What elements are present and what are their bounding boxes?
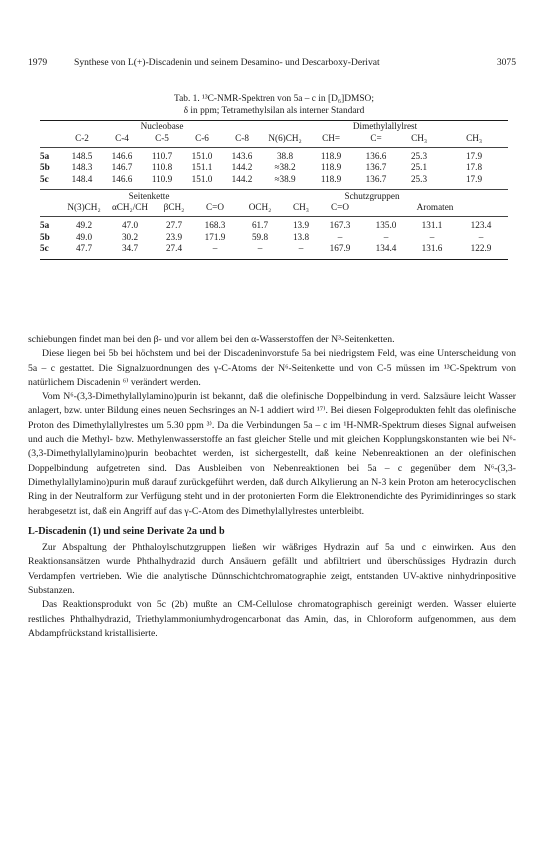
col-header: C-2 — [75, 133, 89, 143]
col-header: CH₃ — [411, 133, 428, 143]
table-cell: 59.8 — [251, 231, 269, 242]
nmr-table-part-1 — [40, 121, 508, 145]
table-caption — [40, 94, 508, 117]
paragraph: Diese liegen bei 5b bei höchstem und bei der Discadeninvorstufe 5a bei niedrigstem Feld, was eine Unterscheidung von 5a – c gestattet. Die Signalzuordnungen des γ-C-Atoms der N⁶-Seitenkette und von C-5 müssen im ¹³C-Spektrum von natürlichem Discadenin ⁶⁾ verändert werden. — [28, 348, 516, 388]
paragraph: Das Reaktionsprodukt von 5c (2b) mußte an CM-Cellulose chromatographisch gereinigt werden. Wasser eluierte restliches Phthalhydrazid, Triethylammoniumhydrogencarbonat das Amin, das, in Chloroform aufgenommen, aus dem Abdampfrückstand kristallisierte. — [28, 599, 516, 639]
table-cell: 49.2 — [75, 219, 93, 230]
table-cell: 144.2 — [231, 162, 253, 173]
table-cell: – — [337, 231, 343, 242]
table-cell: – — [478, 231, 484, 242]
table-cell: 151.0 — [191, 173, 213, 184]
table-row — [40, 174, 508, 186]
table-header-rule — [40, 147, 508, 148]
table-cell: 47.7 — [75, 243, 93, 254]
table-row — [40, 220, 508, 232]
col-header: N(3)CH₂ — [67, 202, 101, 213]
table-cell: 27.4 — [165, 243, 183, 254]
table-cell: 118.9 — [320, 162, 342, 173]
table-cell: 61.7 — [251, 219, 269, 230]
table-cell: 143.6 — [231, 150, 253, 161]
table-cell: – — [383, 231, 389, 242]
col-header: CH= — [322, 133, 341, 143]
table-cell: 134.4 — [375, 243, 397, 254]
col-header: αCH₂/CH — [111, 202, 149, 213]
table-cell: 151.1 — [191, 162, 213, 173]
table-row — [40, 232, 508, 244]
group-header-protecting-groups: Schutzgruppen — [344, 190, 400, 201]
col-header: C=O — [206, 202, 224, 213]
table-cell: 34.7 — [121, 243, 139, 254]
nmr-table-part-2-body — [40, 220, 508, 255]
table-cell: 27.7 — [165, 219, 183, 230]
table-cell: 17.8 — [465, 162, 483, 173]
header-page-number: 3075 — [496, 57, 516, 68]
nmr-table-block — [40, 94, 508, 260]
table-cell: 167.9 — [329, 243, 351, 254]
table-cell: 136.7 — [365, 173, 387, 184]
col-header: CH₃ — [466, 133, 483, 143]
table-caption-line-1: Tab. 1. ¹³C-NMR-Spektren von 5a – c in [D₆]DMSO; — [174, 94, 374, 104]
table-cell: 110.9 — [151, 173, 173, 184]
article-body — [28, 333, 516, 641]
row-label: 5b — [40, 231, 50, 242]
table-cell: 47.0 — [121, 219, 139, 230]
table-cell: 13.8 — [292, 231, 310, 242]
paragraph: schiebungen findet man bei den β- und vor allem bei den α-Wasserstoffen der N³-Seitenketten. — [28, 334, 395, 345]
row-label: 5a — [40, 150, 50, 161]
col-header: N(6)CH₂ — [268, 133, 302, 143]
table-bottom-rule — [40, 259, 508, 260]
table-cell: 168.3 — [204, 219, 226, 230]
col-header: C-5 — [155, 133, 169, 143]
table-cell: 38.8 — [276, 150, 294, 161]
col-header: C=O — [331, 202, 349, 213]
table-caption-line-2: δ in ppm; Tetramethylsilan als interner Standard — [183, 105, 365, 116]
col-header: βCH₂ — [163, 202, 185, 213]
section-heading: L-Discadenin (1) und seine Derivate 2a und b — [28, 525, 225, 537]
nmr-table-part-2 — [40, 190, 508, 214]
table-header-row — [40, 133, 508, 145]
header-running-title: Synthese von L(+)-Discadenin und seinem Desamino- und Descarboxy-Derivat — [74, 57, 380, 68]
col-header: C-4 — [115, 133, 129, 143]
table-cell: 144.2 — [231, 173, 253, 184]
group-header-dimethylallyl: Dimethylallylrest — [352, 121, 418, 132]
table-cell: 148.5 — [71, 150, 93, 161]
table-header-row — [40, 202, 508, 214]
group-header-side-chain: Seitenkette — [128, 190, 170, 201]
col-header: OCH₂ — [248, 202, 272, 213]
group-header-nucleobase: Nucleobase — [140, 121, 184, 132]
table-cell: 30.2 — [121, 231, 139, 242]
table-row — [40, 162, 508, 174]
table-cell: 25.3 — [410, 173, 428, 184]
table-cell: 118.9 — [320, 173, 342, 184]
row-label: 5a — [40, 219, 50, 230]
table-cell: 148.3 — [71, 162, 93, 173]
table-cell: – — [429, 231, 435, 242]
table-cell: – — [298, 243, 304, 254]
table-cell: 136.6 — [365, 150, 387, 161]
table-cell: 135.0 — [375, 219, 397, 230]
table-cell: – — [212, 243, 218, 254]
table-cell: 49.0 — [75, 231, 93, 242]
table-cell: 17.9 — [465, 150, 483, 161]
table-header-rule — [40, 216, 508, 217]
row-label: 5c — [40, 243, 49, 254]
table-cell: 148.4 — [71, 173, 93, 184]
table-cell: 131.1 — [421, 219, 443, 230]
table-cell: 122.9 — [470, 243, 492, 254]
table-cell: ≈38.9 — [274, 173, 296, 184]
table-cell: – — [257, 243, 263, 254]
col-header: C-6 — [195, 133, 209, 143]
table-cell: 136.7 — [365, 162, 387, 173]
col-header: C= — [370, 133, 382, 143]
col-header: Aromaten — [416, 202, 454, 213]
header-year: 1979 — [28, 57, 48, 68]
table-cell: 25.1 — [410, 162, 428, 173]
table-cell: 167.3 — [329, 219, 351, 230]
table-cell: 23.9 — [165, 231, 183, 242]
table-cell: 146.6 — [111, 173, 133, 184]
row-label: 5c — [40, 173, 49, 184]
table-cell: 131.6 — [421, 243, 443, 254]
table-cell: 146.6 — [111, 150, 133, 161]
table-cell: 17.9 — [465, 173, 483, 184]
table-cell: 110.7 — [151, 150, 173, 161]
row-label: 5b — [40, 162, 50, 173]
table-row — [40, 243, 508, 255]
table-cell: 25.3 — [410, 150, 428, 161]
table-cell: 110.8 — [151, 162, 173, 173]
table-cell: ≈38.2 — [274, 162, 296, 173]
table-cell: 146.7 — [111, 162, 133, 173]
col-header: CH₃ — [293, 202, 309, 213]
table-cell: 151.0 — [191, 150, 213, 161]
table-cell: 171.9 — [204, 231, 226, 242]
table-cell: 123.4 — [470, 219, 492, 230]
table-row — [40, 151, 508, 163]
nmr-table-part-1-body — [40, 151, 508, 186]
paragraph: Vom N⁶-(3,3-Dimethylallylamino)purin ist bekannt, daß die olefinische Doppelbindung in verd. Salzsäure leicht Wasser anlagert, bzw. unter Bildung eines neuen Sechsringes an N-1 addiert wird ¹⁷⁾. Bei diesen Folgeprodukten fehlt das olefinische Proton des Dimethylallylrestes um 5.30 ppm ³⁾. Da die Verbindungen 5a – c im ¹H-NMR-Spektrum dieses Signal aufweisen und auch die Methyl- bzw. Methylenwasserstoffe an fast gleicher Stelle und mit gleichen Kopplungskonstanten wie bei N⁶-(3,3-Dimethylallylamino)purin beobachtet werden, ist sichergestellt, daß keine Nebenreaktionen an der olefinischen Doppelbindung aufgetreten sind. Das Ausbleiben von Nebenreaktionen bei 5a – c gegenüber dem N⁶-(3,3-Dimethylallylamino)purin muß darauf zurückgeführt werden, daß durch Alkylierung an N-3 kein Proton am heterocyclischen Ring in der Neutralform zur Verfügung steht und in der protonierten Form die Elektronendichte des Pyrimidinringes so stark herabgesetzt ist, daß ein Angriff auf das γ-C-Atom des Dimethylallylrestes unterbleibt. — [28, 391, 516, 517]
table-cell: 118.9 — [320, 150, 342, 161]
paragraph: Zur Abspaltung der Phthaloylschutzgruppen ließen wir wäßriges Hydrazin auf 5a und c einwirken. Aus den Reaktionsansätzen wurde Phthalhydrazid durch Ansäuern gefällt und abfiltriert und überschüssiges Hydrazin durch Verdampfen vertrieben. Wie die analytische Dünnschichtchromatographie zeigt, entstanden UV-aktive ninhydrinpositive Substanzen. — [28, 542, 516, 597]
table-cell: 13.9 — [292, 219, 310, 230]
col-header: C-8 — [235, 133, 249, 143]
